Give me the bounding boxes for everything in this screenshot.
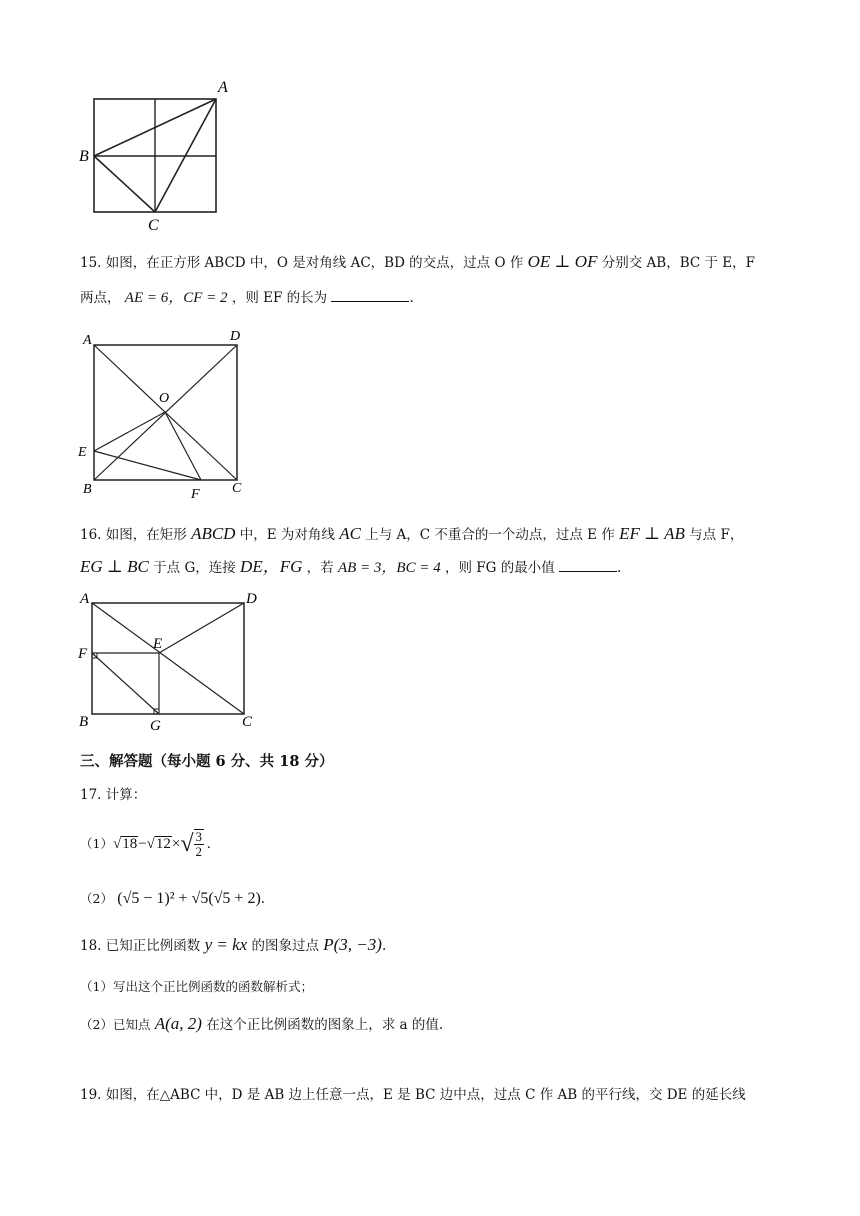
label-E: E <box>78 445 87 460</box>
q16-ac: AC <box>339 524 361 543</box>
q15-period: . <box>409 290 414 306</box>
q16-text-7: ，则 FG 的最小值 <box>445 560 555 576</box>
q16-de-fg: DE，FG <box>240 557 303 576</box>
label-F: F <box>191 487 200 502</box>
q18-text: 18. 已知正比例函数 <box>80 938 201 954</box>
label-B: B <box>83 482 92 497</box>
figure-rectangle-abcd <box>72 586 272 736</box>
label-A: A <box>80 591 90 607</box>
q16-text-3: 上与 A，C 不重合的一个动点，过点 E 作 <box>365 527 615 543</box>
sqrt-sign-icon: √ <box>146 836 155 852</box>
q16-answer-blank[interactable] <box>559 557 617 572</box>
q17-p1-denominator: 2 <box>195 844 203 859</box>
q18-line1 <box>80 935 386 956</box>
segment-fg <box>92 653 159 714</box>
q16-text: 16. 如图，在矩形 <box>80 527 187 543</box>
label-D: D <box>246 591 257 607</box>
q17-title: 17. 计算： <box>80 787 147 803</box>
q17-p1-numerator: 3 <box>195 829 203 844</box>
q17-p1-label: （1） <box>80 836 113 851</box>
sqrt-sign-icon: √ <box>112 836 122 852</box>
q17-p1-fraction <box>194 829 205 859</box>
label-A: A <box>83 333 92 348</box>
q16-eg-perp-bc: EG ⊥ BC <box>80 557 149 576</box>
q16-text-6: ，若 <box>306 560 334 576</box>
diagonal-ac <box>92 603 244 714</box>
q18-text-2: 的图象过点 <box>251 938 319 954</box>
q18-part1: （1）写出这个正比例函数的函数解析式； <box>80 979 313 994</box>
q15-text: 15. 如图，在正方形 ABCD 中，O 是对角线 AC，BD 的交点，过点 O 作 <box>80 255 524 271</box>
q15-text-2: 分别交 AB，BC 于 E，F <box>601 255 756 271</box>
q16-given-expr: AB = 3，BC = 4 <box>337 560 441 576</box>
q18-period: . <box>381 938 387 954</box>
q17-part1 <box>80 826 211 862</box>
q18-p2-text: （2）已知点 <box>80 1017 151 1032</box>
q16-line1 <box>80 524 743 545</box>
q18-p2-text-2: 在这个正比例函数的图象上，求 a 的值. <box>206 1017 444 1033</box>
label-B: B <box>79 148 89 165</box>
q18-point-p: P(3, −3) <box>323 935 382 954</box>
q17-p1-period: . <box>207 836 211 852</box>
label-D: D <box>230 329 241 344</box>
q17-p1-times: × <box>171 836 181 852</box>
q15-answer-blank[interactable] <box>331 287 409 302</box>
q16-period: . <box>617 560 622 576</box>
label-B: B <box>79 714 89 730</box>
label-C: C <box>232 481 242 496</box>
q17-p2-label: （2） <box>80 891 113 906</box>
q18-point-a: A(a, 2) <box>154 1014 202 1033</box>
segment-oe <box>94 412 165 451</box>
figure-square-abcd <box>72 326 252 506</box>
segment-of <box>165 412 201 480</box>
segment-bc <box>94 156 155 212</box>
segment-de <box>159 603 244 653</box>
q17-p1-expr <box>113 829 211 859</box>
label-E: E <box>153 636 163 652</box>
q15-text-4: ，则 EF 的长为 <box>231 290 328 306</box>
q18-part2 <box>80 1014 443 1035</box>
label-O: O <box>159 391 170 406</box>
figure-grid-triangle <box>72 74 242 236</box>
label-G: G <box>150 718 161 734</box>
label-F: F <box>78 646 88 662</box>
q16-ef-perp-ab: EF ⊥ AB <box>619 524 685 543</box>
q17-p1-radicand-a: 18 <box>122 836 138 852</box>
label-C: C <box>242 714 253 730</box>
q17-p2-expr: (√5 − 1)² + √5(√5 + 2) <box>117 890 261 907</box>
q15-given-expr: AE = 6，CF = 2 <box>124 290 228 306</box>
q15-text-3: 两点， <box>80 290 121 306</box>
q16-text-4: 与点 F， <box>689 527 744 543</box>
q15-line1 <box>80 252 755 273</box>
label-A: A <box>218 79 228 96</box>
section-heading: 三、解答题（每小题 6 分、共 18 分） <box>80 753 334 770</box>
q16-text-5: 于点 G，连接 <box>153 560 236 576</box>
q18-function-expr: y = kx <box>204 935 248 954</box>
q17-p1-radicand-b: 12 <box>155 836 171 852</box>
q17-part2 <box>80 889 265 909</box>
q15-line2 <box>80 287 414 308</box>
q15-perp-expr: OE ⊥ OF <box>527 252 598 271</box>
q16-abcd: ABCD <box>191 524 236 543</box>
q17-p1-minus: − <box>138 836 147 852</box>
q16-text-2: 中，E 为对角线 <box>239 527 335 543</box>
q16-line2 <box>80 557 621 578</box>
label-C: C <box>148 217 159 234</box>
q19-line1: 19. 如图，在△ABC 中，D 是 AB 边上任意一点，E 是 BC 边中点，过点 C 作 AB 的平行线，交 DE 的延长线 <box>80 1087 746 1103</box>
q17-p2-period: . <box>260 891 266 907</box>
sqrt-sign-icon: √ <box>180 831 194 857</box>
